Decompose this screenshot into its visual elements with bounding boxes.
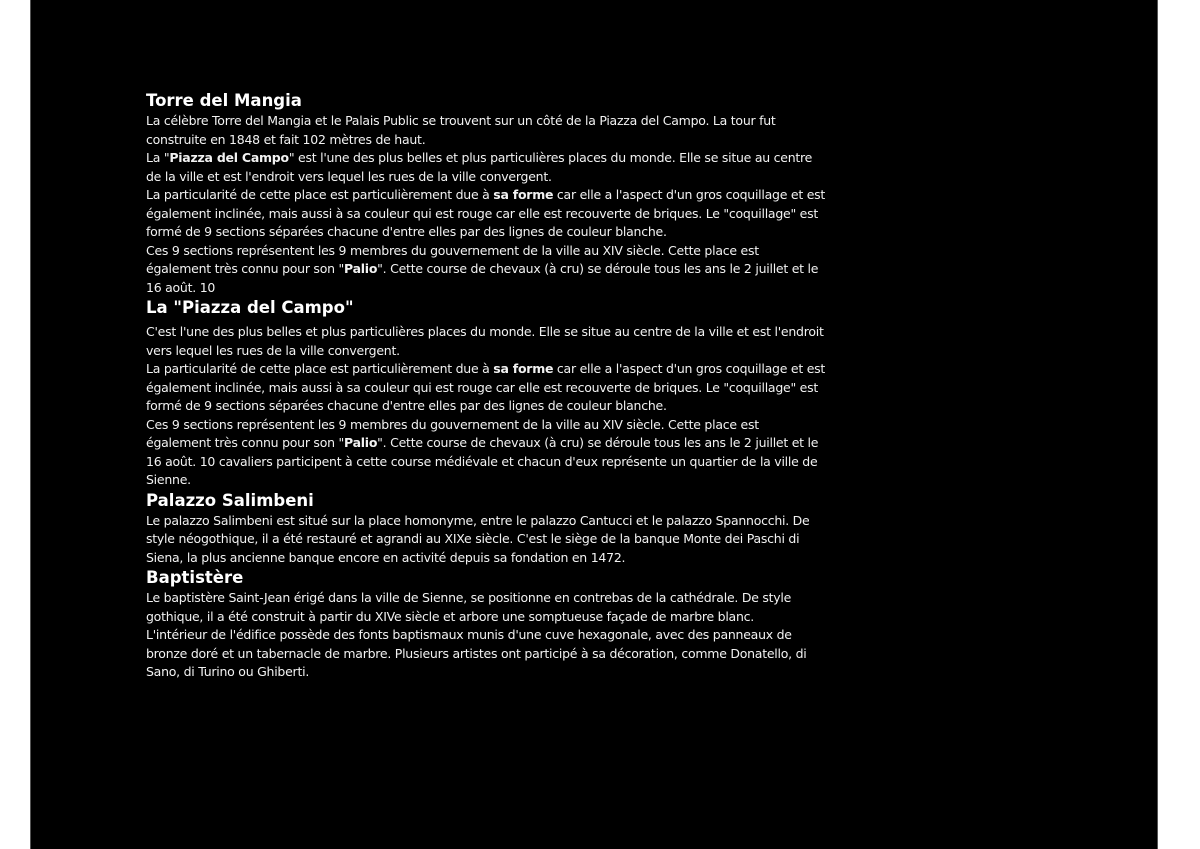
paragraph: Ces 9 sections représentent les 9 membres du gouvernement de la ville au XIV siècle. Cette place est également très connu pour son "Palio". Cette course de chevaux (à cru) se déroule tous les ans le 2 juillet et le 16 août. 10 [146,242,819,295]
section-title: Baptistère [146,568,244,587]
paragraph: L'intérieur de l'édifice possède des fonts baptismaux munis d'une cuve hexagonale, avec des panneaux de bronze doré et un tabernacle de marbre. Plusieurs artistes ont participé à sa décoration, comme Donatello, di Sano, di Turino ou Ghiberti. [146,627,807,679]
paragraph: Ces 9 sections représentent les 9 membres du gouvernement de la ville au XIV siècle. Cette place est également très connu pour son "Palio". Cette course de chevaux (à cru) se déroule tous les ans le 2 juillet et le 16 août. 10 cavaliers participent à cette course médiévale et chacun d'eux représente un quartier de la ville de Sienne. [146,416,819,487]
paragraph: Le baptistère Saint-Jean érigé dans la ville de Sienne, se positionne en contrebas de la cathédrale. De style gothique, il a été construit à partir du XIVe siècle et arbore une somptueuse façade de marbre blanc. [146,590,792,624]
document-page [30,0,1158,849]
document-content [146,90,826,682]
paragraph: Le palazzo Salimbeni est situé sur la place homonyme, entre le palazzo Cantucci et le palazzo Spannocchi. De style néogothique, il a été restauré et agrandi au XIXe siècle. C'est le siège de la banque Monte dei Paschi di Siena, la plus ancienne banque encore en activité depuis sa fondation en 1472. [146,512,810,565]
paragraph: C'est l'une des plus belles et plus particulières places du monde. Elle se situe au centre de la ville et est l'endroit vers lequel les rues de la ville convergent. [146,324,824,358]
section-piazza-del-campo [146,297,826,490]
section-title: La "Piazza del Campo" [146,298,354,317]
paragraph: La particularité de cette place est particulièrement due à sa forme car elle a l'aspect d'un gros coquillage et est également inclinée, mais aussi à sa couleur qui est rouge car elle est recouverte de briques. Le "coquillage" est formé de 9 sections séparées chacune d'entre elles par des lignes de couleur blanche. [146,187,826,239]
paragraph: La "Piazza del Campo" est l'une des plus belles et plus particulières places du monde. Elle se situe au centre de la ville et est l'endroit vers lequel les rues de la ville convergent. [146,150,813,184]
section-baptistere [146,567,826,682]
section-palazzo-salimbeni [146,490,826,568]
section-title: Torre del Mangia [146,91,302,110]
paragraph: La particularité de cette place est particulièrement due à sa forme car elle a l'aspect d'un gros coquillage et est également inclinée, mais aussi à sa couleur qui est rouge car elle est recouverte de briques. Le "coquillage" est formé de 9 sections séparées chacune d'entre elles par des lignes de couleur blanche. [146,361,826,413]
paragraph: La célèbre Torre del Mangia et le Palais Public se trouvent sur un côté de la Piazza del Campo. La tour fut construite en 1848 et fait 102 mètres de haut. [146,113,776,147]
section-title: Palazzo Salimbeni [146,490,314,510]
section-torre-del-mangia [146,90,826,297]
